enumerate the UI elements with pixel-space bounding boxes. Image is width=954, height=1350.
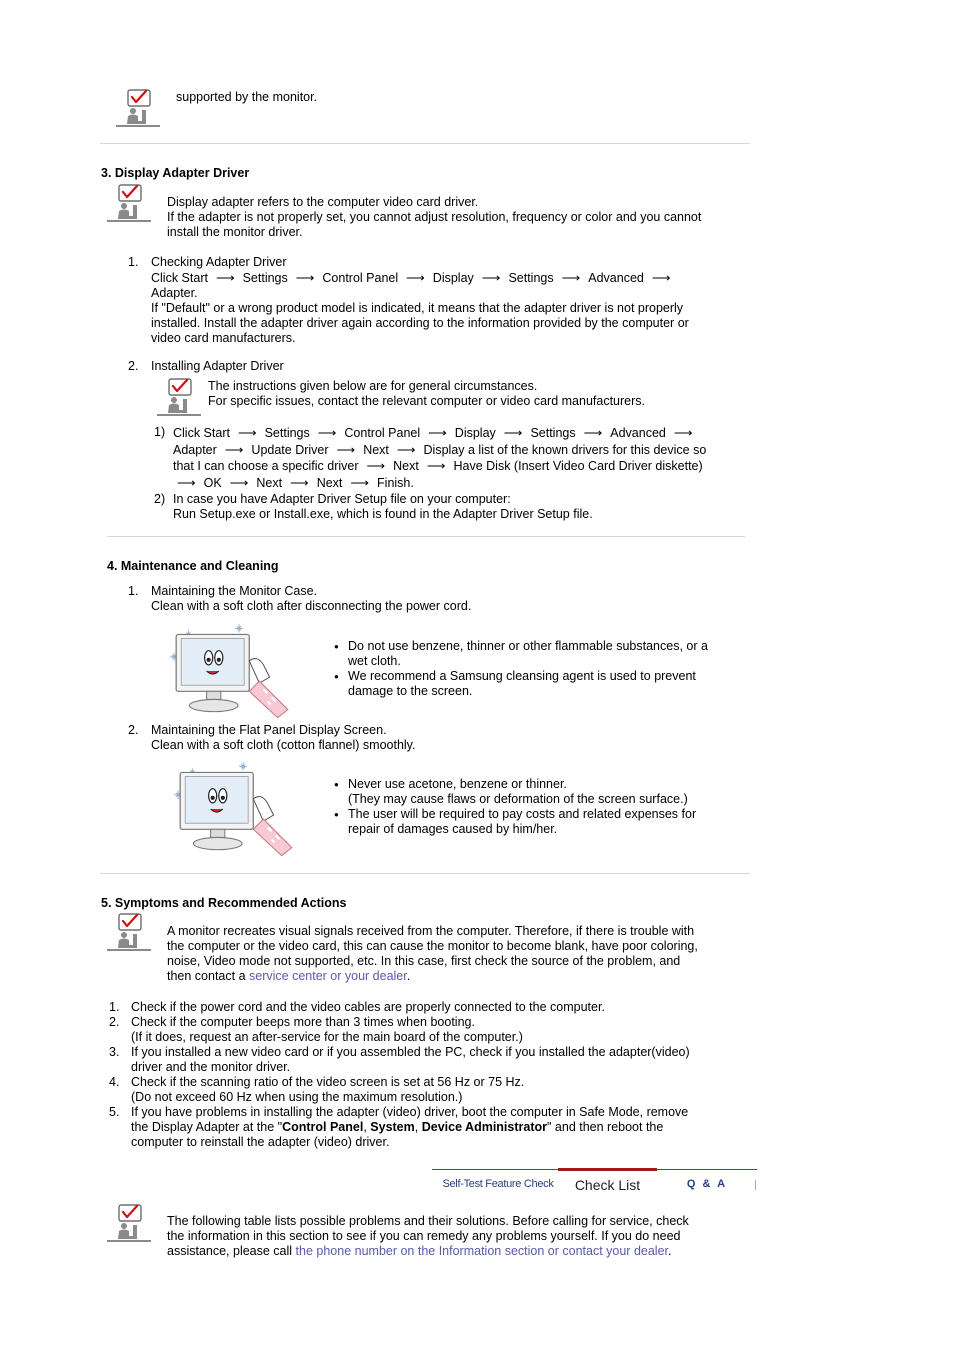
divider xyxy=(107,536,745,537)
installing-adapter-driver: Installing Adapter Driver xyxy=(151,359,284,373)
install-step-1: Click Start ⟶ Settings ⟶ Control Panel ⟶ Display ⟶ Settings ⟶ Advanced ⟶ Adapter ⟶ Update Driver ⟶ Next ⟶ Display a list of the known drivers for this device so that I can choose a specific driver ⟶ Next ⟶ Have Disk (Insert Video Card Driver diskette) ⟶ OK ⟶ Next ⟶ Next ⟶ Finish. xyxy=(173,425,707,490)
list-number: 2. xyxy=(128,359,139,373)
step-number: 1) xyxy=(154,425,166,439)
monitor-case-text: Maintaining the Monitor Case. Clean with a soft cloth after disconnecting the power cord. xyxy=(151,584,472,613)
symptoms-note: A monitor recreates visual signals received from the computer. Therefore, if there is trouble with the computer or the video card, this can cause the monitor to become blank, have poor coloring, noise, Video mode not supported, etc. In this case, first check the source of the problem, and then contact a service center or your dealer. xyxy=(167,924,698,983)
contact-dealer-link[interactable]: the phone number on the Information section or contact your dealer xyxy=(295,1244,669,1258)
list-item: 3. If you installed a new video card or if you assembled the PC, check if you installed the adapter(video) driver and the monitor driver. xyxy=(109,1045,690,1074)
list-item: ● The user will be required to pay costs and related expenses for repair of damages caused by him/her. xyxy=(334,807,744,837)
step-number: 2) xyxy=(154,492,166,506)
list-item: ● Never use acetone, benzene or thinner. (They may cause flaws or deformation of the screen surface.) xyxy=(334,777,744,807)
tab-separator xyxy=(755,1180,756,1190)
service-center-link[interactable]: service center or your dealer xyxy=(249,969,407,983)
list-item: ● Do not use benzene, thinner or other flammable substances, or a wet cloth. xyxy=(334,639,744,669)
install-note: The instructions given below are for general circumstances. For specific issues, contact the relevant computer or video card manufacturers. xyxy=(208,379,645,408)
list-number: 1. xyxy=(128,584,139,598)
flat-panel-bullets xyxy=(334,777,744,837)
monitor-case-cleaning-illustration xyxy=(166,624,298,718)
divider xyxy=(100,143,750,144)
screen-cleaning-illustration xyxy=(170,760,302,858)
list-number: 2. xyxy=(128,723,139,737)
section-heading: 4. Maintenance and Cleaning xyxy=(107,559,279,573)
divider xyxy=(100,873,750,874)
note-icon xyxy=(116,88,160,128)
symptoms-list xyxy=(109,1000,749,1150)
list-item: ● We recommend a Samsung cleansing agent is used to prevent damage to the screen. xyxy=(334,669,744,699)
list-number: 1. xyxy=(128,255,139,269)
list-item: 1. Check if the power cord and the video cables are properly connected to the computer. xyxy=(109,1000,605,1014)
nav-path: Click Start ⟶ Settings ⟶ Control Panel ⟶ Display ⟶ Settings ⟶ Advanced ⟶ xyxy=(151,270,671,285)
monitor-case-bullets xyxy=(334,639,744,699)
section-tabs xyxy=(432,1169,757,1200)
tab-check-list[interactable]: Check List xyxy=(558,1168,657,1201)
install-step-2: In case you have Adapter Driver Setup file on your computer: Run Setup.exe or Install.exe, which is found in the Adapter Driver Setup file. xyxy=(173,492,593,521)
tab-q-and-a[interactable]: Q & A xyxy=(686,1178,728,1190)
check-list-intro: The following table lists possible problems and their solutions. Before calling for service, check the information in this section to see if you can remedy any problems yourself. If you do need assistance, please call the phone number on the Information section or contact your dealer. xyxy=(167,1214,689,1258)
note-icon xyxy=(107,912,151,952)
flat-panel-text: Maintaining the Flat Panel Display Screen. Clean with a soft cloth (cotton flannel) smoothly. xyxy=(151,723,416,752)
list-item: 2. Check if the computer beeps more than 3 times when booting. (If it does, request an after-service for the main board of the computer.) xyxy=(109,1015,523,1044)
section-heading: 3. Display Adapter Driver xyxy=(101,166,250,180)
checking-adapter-driver: Checking Adapter Driver Click Start ⟶ Settings ⟶ Control Panel ⟶ Display ⟶ Settings ⟶ Advanced ⟶ Adapter. If "Default" or a wrong product model is indicated, it means that the adapter driver is not properly installed. Install the adapter driver again according to the information provided by the computer or video card manufacturers. xyxy=(151,255,741,346)
top-note-text: supported by the monitor. xyxy=(176,90,318,104)
list-item: 4. Check if the scanning ratio of the video screen is set at 56 Hz or 75 Hz. (Do not exceed 60 Hz when using the maximum resolution.) xyxy=(109,1075,525,1104)
note-icon xyxy=(107,183,151,223)
note-icon xyxy=(157,377,201,417)
tab-self-test-feature-check[interactable]: Self-Test Feature Check xyxy=(442,1178,554,1190)
adapter-note: Display adapter refers to the computer video card driver. If the adapter is not properly set, you cannot adjust resolution, frequency or color and you cannot install the monitor driver. xyxy=(167,195,702,239)
section-heading: 5. Symptoms and Recommended Actions xyxy=(101,896,347,910)
note-icon xyxy=(107,1203,151,1243)
list-item: 5. If you have problems in installing the adapter (video) driver, boot the computer in Safe Mode, remove the Display Adapter at the "Control Panel, System, Device Administrator" and then reboot the computer to reinstall the adapter (video) driver. xyxy=(109,1105,689,1149)
